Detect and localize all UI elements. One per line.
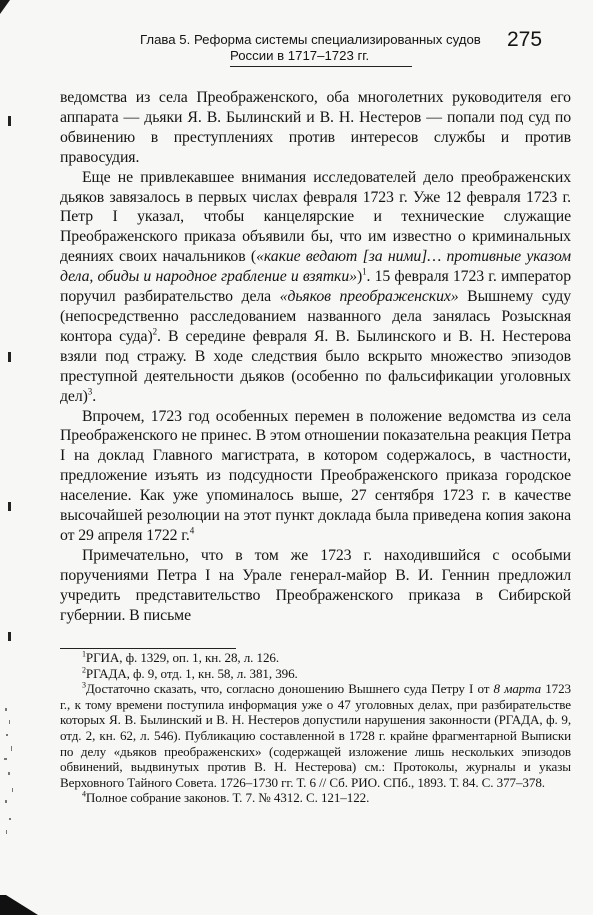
footnote-text: РГИА, ф. 1329, оп. 1, кн. 28, л. 126. — [85, 650, 280, 665]
footnote-ref: 1 — [362, 266, 367, 277]
chapter-subtitle: России в 1717–1723 гг. — [230, 48, 370, 63]
footnotes — [60, 650, 571, 806]
scan-edge-noise — [2, 700, 20, 840]
paragraph-2 — [60, 168, 571, 407]
footnote-2 — [60, 666, 571, 682]
paragraph-1: ведомства из села Преображенского, оба многолетних руководителя его аппарата — дьяки Я. В. Былинский и В. Н. Нестеров — попали под суд по обвинению в преступлениях против интересов службы и против правосудия. — [60, 89, 571, 166]
italic-quote: «дьяков преображенских» — [279, 288, 459, 306]
chapter-title: Глава 5. Реформа системы специализированных судов — [140, 32, 481, 47]
footnote-4 — [60, 790, 571, 806]
text-run: . — [92, 387, 97, 405]
text-run: Вышнему суду (непосредственно расследованием названного дела занялась Розыскная контора суда) — [60, 288, 571, 345]
footnote-separator — [60, 648, 236, 649]
footnote-ref: 3 — [87, 386, 93, 397]
text-run: . 15 февраля 1723 г. император поручил разбирательство дела — [60, 268, 571, 306]
scan-margin-mark — [8, 116, 11, 126]
page-number: 275 — [507, 28, 543, 51]
scan-margin-mark — [8, 632, 11, 641]
main-text — [60, 88, 571, 625]
paragraph-3 — [60, 407, 571, 546]
text-run: ) — [356, 268, 363, 286]
scan-corner-mark — [0, 0, 10, 14]
footnote-number: 4 — [82, 789, 86, 799]
text-run: Еще не привлекавшее внимания исследователей дело преображенских дьяков завязалось в первых числах февраля 1723 г. Уже 12 февраля 1723 г. Петр I указал, чтобы канцелярские и технические служащие Преображенского приказа объявили бы, что им известно о криминальных деяниях своих начальников ( — [60, 168, 571, 266]
footnote-ref: 2 — [152, 326, 158, 337]
footnote-italic-date: 8 марта — [493, 681, 542, 697]
footnote-number: 1 — [82, 649, 86, 659]
scan-binding-shadow — [0, 895, 38, 915]
italic-quote: «какие ведают [за ними]… противные указом дела, обиды и народное грабление и взятки» — [60, 248, 571, 286]
footnote-text: Достаточно сказать, что, согласно доношению Вышнего суда Петру I от — [85, 681, 494, 697]
paragraph-4: Примечательно, что в том же 1723 г. находившийся с особыми поручениями Петра I на Урале генерал-майор В. И. Геннин предложил учредить представительство Преображенского приказа в Сибирской губернии. В письме — [60, 546, 571, 624]
footnote-ref: 4 — [189, 525, 195, 536]
text-run: . В середине февраля Я. В. Былинского и В. Н. Нестерова взяли под стражу. В ходе следствия было вскрыто множество эпизодов преступной деятельности дьяков (особенно по фальсификации уголовных дел) — [60, 327, 571, 405]
footnote-text: Полное собрание законов. Т. 7. № 4312. С. 121–122. — [85, 790, 370, 806]
scan-margin-mark — [8, 352, 11, 362]
footnote-number: 3 — [82, 680, 86, 690]
header-rule — [230, 66, 412, 67]
text-run: Впрочем, 1723 год особенных перемен в положение ведомства из села Преображенского не принес. В этом отношении показательна реакция Петра I на доклад Главного магистрата, в котором содержалось, в частности, предложение изъять из подсудности Преображенского приказа городское население. Как уже упоминалось выше, 27 сентября 1723 г. в качестве высочайшей резолюции на этот пункт доклада была приведена копия закона от 29 апреля 1722 г. — [60, 407, 571, 544]
footnote-3 — [60, 681, 571, 790]
footnote-text: РГАДА, ф. 9, отд. 1, кн. 58, л. 381, 396. — [85, 665, 298, 681]
footnote-1 — [60, 650, 571, 666]
footnote-number: 2 — [82, 665, 86, 675]
footnote-text: 1723 г., к тому времени поступила информация уже о 47 уголовных делах, при разбирательстве которых Я. В. Былинский и В. Н. Нестеров допустили нарушения законности (РГАДА, ф. 9, отд. 2, кн. 62, л. 546). Публикацию составленной в 1728 г. крайне фрагментарной Выписки по делу «дьяков преображенских» (содержащей изложение лишь нескольких эпизодов обвинений, выдвинутых против В. Н. Нестерова) см.: Протоколы, журналы и указы Верховного Тайного Совета. 1726–1730 гг. Т. 6 // Сб. РИО. СПб., 1893. Т. 84. С. 377–378. — [60, 681, 571, 790]
scan-margin-mark — [8, 502, 11, 511]
